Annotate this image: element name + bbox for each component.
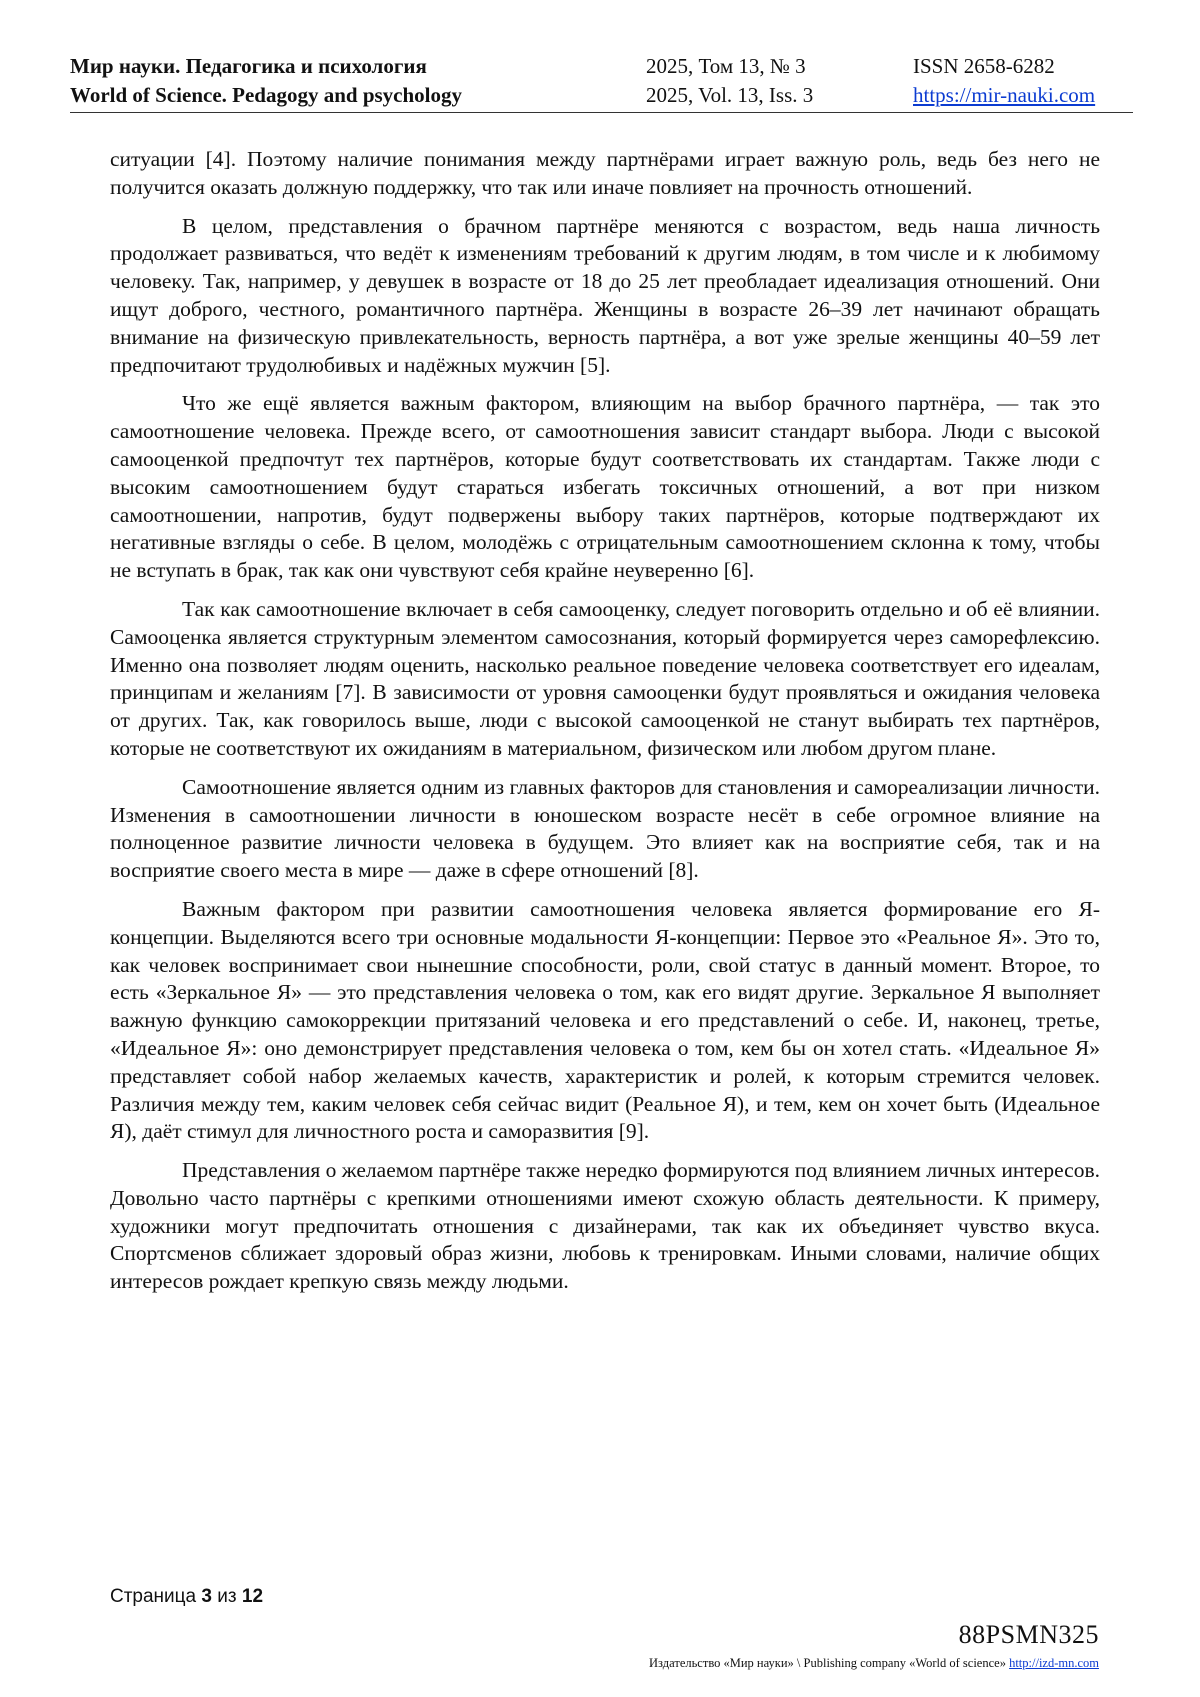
publisher-url-link[interactable]: http://izd-mn.com: [1009, 1656, 1099, 1670]
journal-title-en: World of Science. Pedagogy and psychology: [70, 83, 463, 107]
paragraph-self-concept: Важным фактором при развитии самоотношения человека является формирование его Я-концепции. Выделяются всего три основные модальности Я-концепции: Первое это «Реальное Я». Это то, как человек воспринимает свои нынешние способности, роли, свой статус в данный момент. Второе, то есть «Зеркальное Я» — это представления человека о том, как его видят другие. Зеркальное Я выполняет важную функцию самокоррекции притязаний человека и его представлений о себе. И, наконец, третье, «Идеальное Я»: оно демонстрирует представления человека о том, кем бы он хотел стать. «Идеальное Я» представляет собой набор желаемых качеств, характеристик и ролей, к которым стремится человек. Различия между тем, каким человек себя сейчас видит (Реальное Я), и тем, кем он хочет быть (Идеальное Я), даёт стимул для личностного роста и саморазвития [9].: [110, 896, 1100, 1144]
paragraph-self-attitude: Что же ещё является важным фактором, влияющим на выбор брачного партнёра, — так это самоотношение человека. Прежде всего, от самоотношения зависит стандарт выбора. Люди с высокой самооценкой предпочтут тех партнёров, которые будут соответствовать их стандартам. Также люди с высоким самоотношением будут стараться избегать токсичных отношений, а вот при низком самоотношении, напротив, будут подвержены выбору таких партнёров, которые подтверждают их негативные взгляды о себе. В целом, молодёжь с отрицательным самоотношением склонна к тому, чтобы не вступать в брак, так как они чувствуют себя крайне неуверенно [6].: [110, 391, 1100, 583]
journal-title-block: [70, 52, 462, 110]
publisher-line: [649, 1656, 1099, 1671]
issue-ru: 2025, Том 13, № 3: [646, 54, 806, 78]
paragraph-interests: Представления о желаемом партнёре также нередко формируются под влиянием личных интересов. Довольно часто партнёры с крепкими отношениями имеют схожую область деятельности. К примеру, художники могут предпочитать отношения с дизайнерами, так как их объединяет чувство вкуса. Спортсменов сближает здоровый образ жизни, любовь к тренировкам. Иными словами, наличие общих интересов рождает крепкую связь между людьми.: [110, 1158, 1100, 1294]
journal-url-link[interactable]: https://mir-nauki.com: [913, 83, 1096, 107]
page-total: 12: [241, 1586, 264, 1607]
page-of: из: [217, 1586, 237, 1607]
issn-block: [913, 52, 1095, 110]
issn: ISSN 2658-6282: [913, 54, 1055, 78]
page-current: 3: [201, 1586, 212, 1607]
journal-title-ru: Мир науки. Педагогика и психология: [70, 54, 427, 78]
paragraph-partner-age: В целом, представления о брачном партнёре меняются с возрастом, ведь наша личность продолжает развиваться, что ведёт к изменениям требований к другим людям, в том числе и к любимому человеку. Так, например, у девушек в возрасте от 18 до 25 лет преобладает идеализация отношений. Они ищут доброго, честного, романтичного партнёра. Женщины в возрасте 26–39 лет начинают обращать внимание на физическую привлекательность, верность партнёра, а вот уже зрелые женщины 40–59 лет предпочитают трудолюбивых и надёжных мужчин [5].: [110, 213, 1100, 377]
paragraph-self-esteem: Так как самоотношение включает в себя самооценку, следует поговорить отдельно и об её влиянии. Самооценка является структурным элементом самосознания, который формируется через саморефлексию. Именно она позволяет людям оценить, насколько реальное поведение человека соответствует его идеалам, принципам и желаниям [7]. В зависимости от уровня самооценки будут проявляться и ожидания человека от других. Так, как говорилось выше, люди с высокой самооценкой не станут выбирать тех партнёров, которые не соответствуют их ожиданиям в материальном, физическом или любом другом плане.: [110, 596, 1100, 760]
page-number: [110, 1586, 263, 1608]
page-prefix: Страница: [110, 1586, 197, 1607]
issue-block: [646, 52, 813, 110]
paragraph-continuation: ситуации [4]. Поэтому наличие понимания между партнёрами играет важную роль, ведь без него не получится оказать должную поддержку, что так или иначе повлияет на прочность отношений.: [110, 147, 1100, 199]
page-header: [70, 52, 1133, 113]
article-body: [110, 146, 1100, 1307]
article-code: 88PSMN325: [958, 1620, 1099, 1649]
publisher-text: Издательство «Мир науки» \ Publishing company «World of science»: [649, 1656, 1006, 1670]
paragraph-self-realization: Самоотношение является одним из главных факторов для становления и самореализации личности. Изменения в самоотношении личности в юношеском возрасте несёт в себе огромное влияние на полноценное развитие личности человека в будущем. Это влияет как на восприятие себя, так и на восприятие своего места в мире — даже в сфере отношений [8].: [110, 774, 1100, 883]
issue-en: 2025, Vol. 13, Iss. 3: [646, 83, 814, 107]
